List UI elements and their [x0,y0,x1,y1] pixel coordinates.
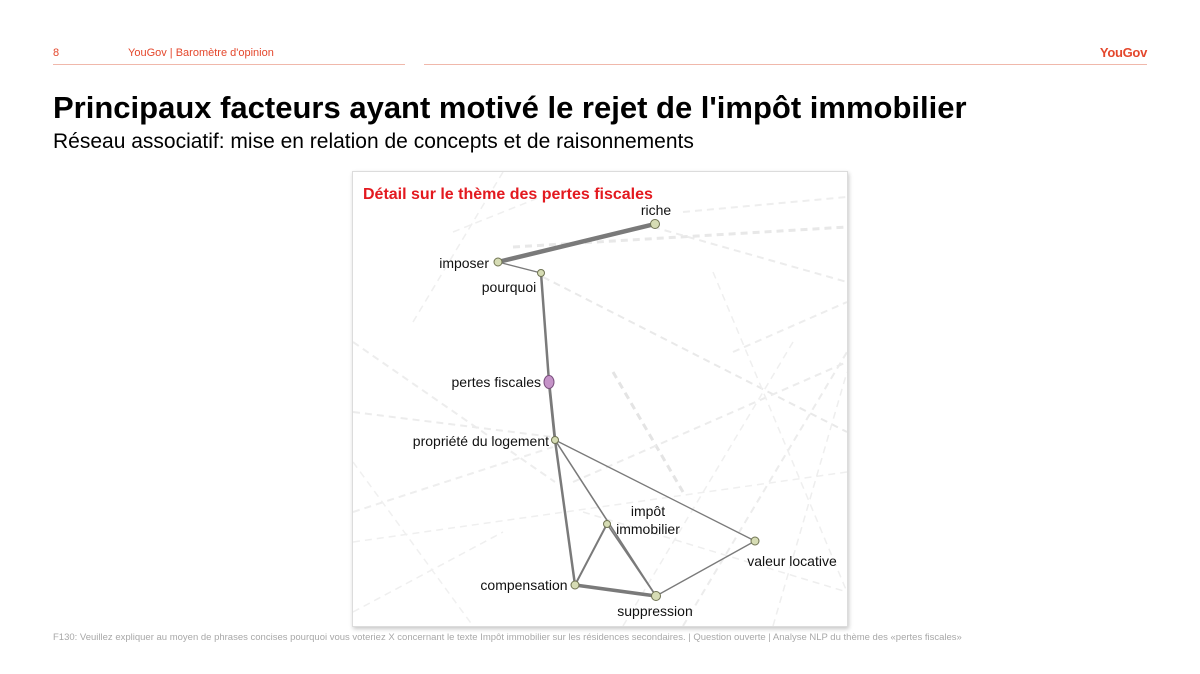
node-imposer [494,258,502,266]
label-suppression: suppression [617,603,693,619]
header-rule-left [53,64,405,65]
edge-pertes-propriete [549,382,555,440]
node-propriete [552,437,559,444]
node-pertes-fiscales [544,376,554,389]
label-pourquoi: pourquoi [481,279,537,295]
label-compensation: compensation [480,577,568,593]
network-panel [352,171,848,627]
label-imposer: imposer [439,255,489,271]
node-valeur [751,537,759,545]
slide-title: Principaux facteurs ayant motivé le rejet de l'impôt immobilier [53,90,967,125]
edge-imposer-pourquoi [498,262,541,273]
network-labels [413,202,837,619]
footnote: F130: Veuillez expliquer au moyen de phrases concises pourquoi vous voteriez X concernant le texte Impôt immobilier sur les résidences secondaires. | Question ouverte | Analyse NLP du thème des «pertes fiscales» [53,632,962,643]
label-riche: riche [640,202,672,218]
label-impot-line1: impôt [630,503,666,519]
node-pourquoi [538,270,545,277]
node-suppression [652,592,661,601]
header-rule-right [424,64,1147,65]
node-riche [651,220,660,229]
header-title: YouGov | Baromètre d'opinion [128,47,274,59]
network-nodes [494,220,759,601]
edge-pourquoi-pertes [541,273,549,382]
yougov-logo: YouGov [1099,45,1147,60]
network-diagram [353,172,847,626]
slide-subtitle: Réseau associatif: mise en relation de concepts et de raisonnements [53,130,694,153]
label-valeur: valeur locative [747,553,837,569]
label-pertes-fiscales: pertes fiscales [451,374,541,390]
label-propriete: propriété du logement [412,433,549,449]
edge-suppression-valeur [656,541,755,596]
network-edges [498,224,755,596]
node-compensation [571,581,579,589]
panel-title: Détail sur le thème des pertes fiscales [363,186,653,203]
page-number: 8 [53,47,60,59]
edge-imposer-riche [498,224,655,262]
edge-impot-compensation [575,524,607,585]
node-impot [604,521,611,528]
label-impot-line2: immobilier [616,521,680,537]
